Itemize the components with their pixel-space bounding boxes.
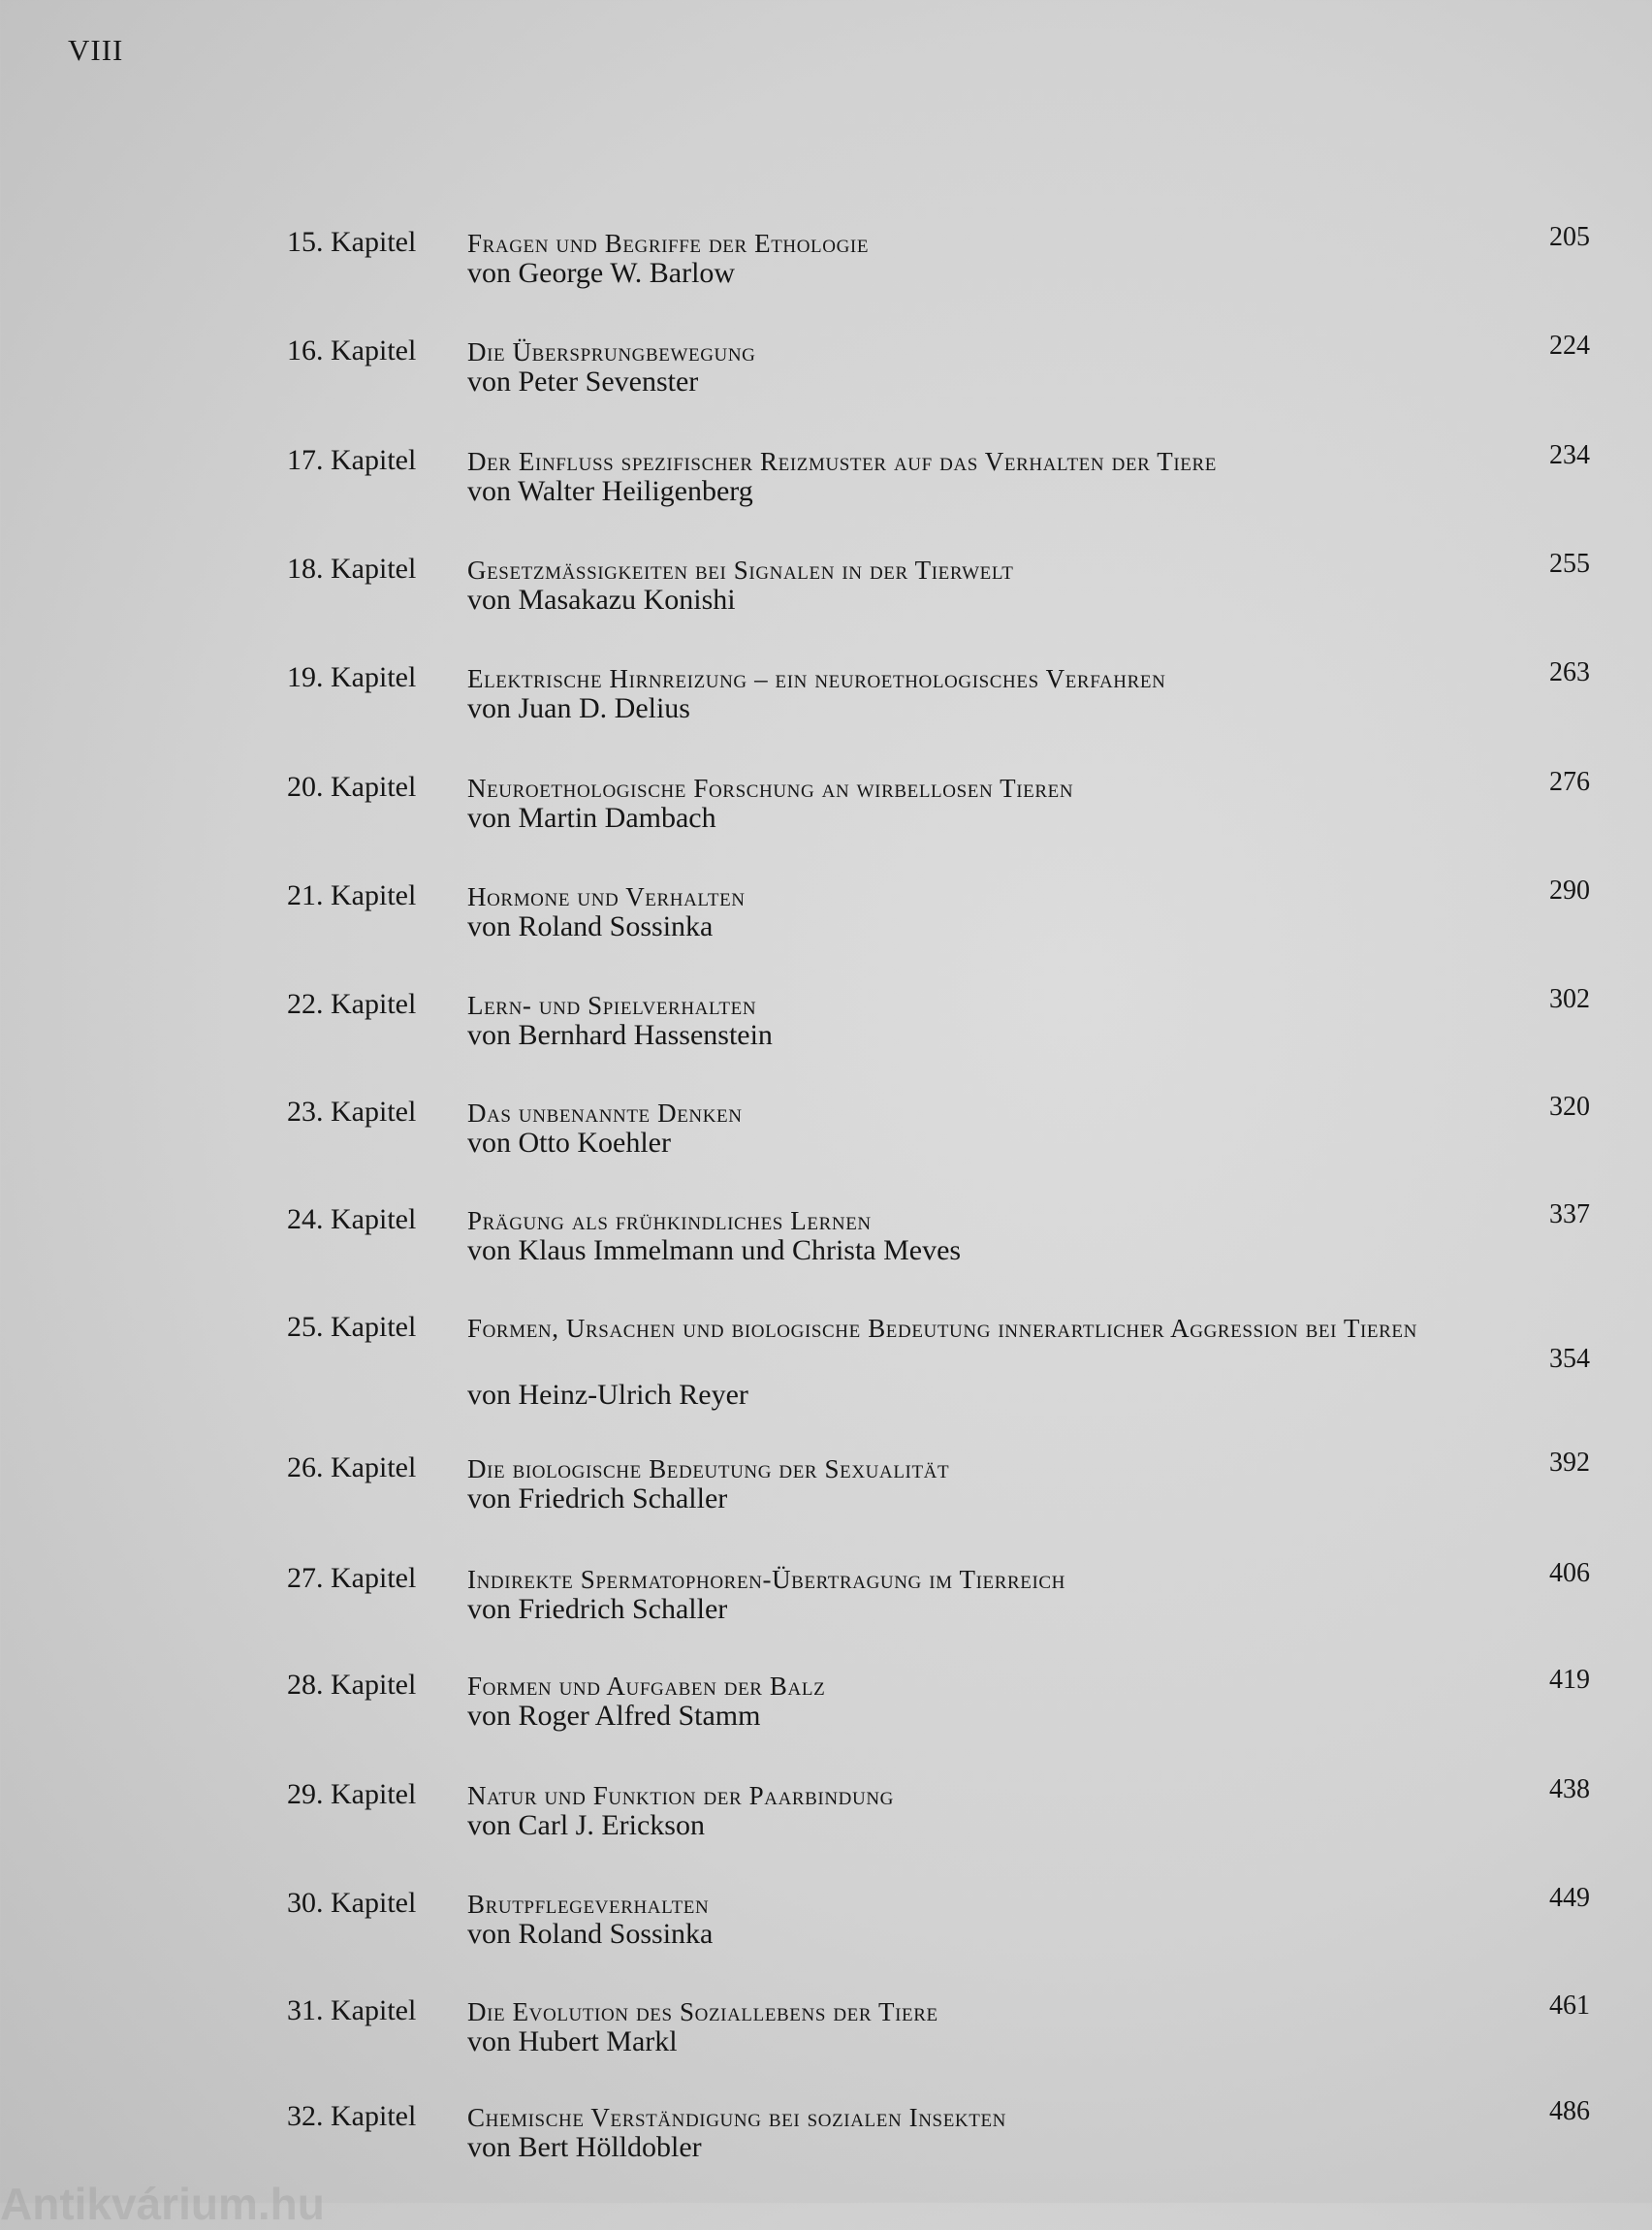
chapter-label: 23. Kapitel [287,1096,417,1128]
chapter-title: Fragen und Begriffe der Ethologie [467,229,870,258]
chapter-author: von Martin Dambach [467,802,716,834]
chapter-title: Prägung als frühkindliches Lernen [467,1206,872,1235]
chapter-label: 22. Kapitel [287,988,417,1020]
chapter-title: Neuroethologische Forschung an wirbellosen Tieren [467,774,1074,803]
chapter-page-number: 486 [1549,2096,1590,2126]
chapter-title: Brutpflegeverhalten [467,1890,710,1919]
chapter-author: von Roger Alfred Stamm [467,1700,761,1732]
chapter-author: von Carl J. Erickson [467,1809,705,1841]
chapter-page-number: 461 [1549,1991,1590,2021]
chapter-label: 28. Kapitel [287,1669,417,1701]
chapter-page-number: 392 [1549,1448,1590,1478]
chapter-page-number: 449 [1549,1883,1590,1913]
watermark: Antikvárium.hu [0,2179,325,2229]
chapter-author: von Bert Hölldobler [467,2131,702,2163]
chapter-title: Die Übersprungbewegung [467,337,756,366]
chapter-title: Elektrische Hirnreizung – ein neuroethologisches Verfahren [467,664,1166,693]
chapter-author: von George W. Barlow [467,257,736,289]
chapter-label: 27. Kapitel [287,1562,417,1594]
chapter-label: 19. Kapitel [287,661,417,693]
chapter-page-number: 438 [1549,1774,1590,1804]
chapter-label: 24. Kapitel [287,1203,417,1235]
chapter-author: von Roland Sossinka [467,910,714,942]
chapter-label: 30. Kapitel [287,1887,417,1919]
chapter-page-number: 234 [1549,440,1590,470]
chapter-title: Die Evolution des Soziallebens der Tiere [467,1997,938,2026]
chapter-author: von Juan D. Delius [467,692,690,724]
chapter-author: von Masakazu Konishi [467,584,736,616]
chapter-author: von Peter Sevenster [467,366,699,398]
chapter-label: 32. Kapitel [287,2100,417,2132]
chapter-author: von Otto Koehler [467,1127,671,1159]
chapter-label: 25. Kapitel [287,1311,417,1343]
chapter-label: 21. Kapitel [287,879,417,911]
chapter-page-number: 205 [1549,222,1590,252]
chapter-page-number: 419 [1549,1665,1590,1695]
chapter-label: 15. Kapitel [287,226,417,258]
chapter-author: von Roland Sossinka [467,1918,714,1950]
chapter-title: Indirekte Spermatophoren-Übertragung im Tierreich [467,1565,1066,1594]
chapter-author: von Bernhard Hassenstein [467,1019,773,1051]
chapter-label: 31. Kapitel [287,1994,417,2026]
chapter-label: 17. Kapitel [287,444,417,476]
chapter-title: Chemische Verständigung bei sozialen Insekten [467,2103,1006,2132]
chapter-page-number: 255 [1549,549,1590,579]
chapter-author: von Walter Heiligenberg [467,475,753,507]
chapter-author: von Friedrich Schaller [467,1593,728,1625]
chapter-author: von Friedrich Schaller [467,1482,728,1514]
chapter-title: Formen, Ursachen und biologische Bedeutung innerartlicher Aggression bei Tieren [467,1314,1417,1343]
chapter-label: 18. Kapitel [287,553,417,585]
chapter-title: Gesetzmässigkeiten bei Signalen in der Tierwelt [467,556,1014,585]
chapter-page-number: 302 [1549,984,1590,1014]
chapter-title: Der Einfluss spezifischer Reizmuster auf das Verhalten der Tiere [467,447,1217,476]
chapter-title: Lern- und Spielverhalten [467,991,757,1020]
chapter-label: 16. Kapitel [287,334,417,366]
chapter-author: von Klaus Immelmann und Christa Meves [467,1234,962,1266]
chapter-page-number: 337 [1549,1199,1590,1229]
chapter-page-number: 406 [1549,1558,1590,1588]
chapter-label: 20. Kapitel [287,771,417,803]
chapter-page-number: 263 [1549,657,1590,687]
chapter-author: von Hubert Markl [467,2025,678,2057]
chapter-title: Hormone und Verhalten [467,882,746,911]
chapter-page-number: 354 [1549,1344,1590,1374]
page-number: VIII [68,33,124,67]
chapter-label: 29. Kapitel [287,1778,417,1810]
chapter-page-number: 224 [1549,331,1590,361]
chapter-title: Natur und Funktion der Paarbindung [467,1781,894,1810]
chapter-page-number: 276 [1549,767,1590,797]
chapter-title: Formen und Aufgaben der Balz [467,1672,826,1701]
chapter-title: Die biologische Bedeutung der Sexualität [467,1454,950,1483]
chapter-page-number: 290 [1549,876,1590,906]
chapter-author: von Heinz-Ulrich Reyer [467,1379,748,1411]
chapter-title: Das unbenannte Denken [467,1099,743,1128]
chapter-page-number: 320 [1549,1092,1590,1122]
chapter-label: 26. Kapitel [287,1451,417,1483]
